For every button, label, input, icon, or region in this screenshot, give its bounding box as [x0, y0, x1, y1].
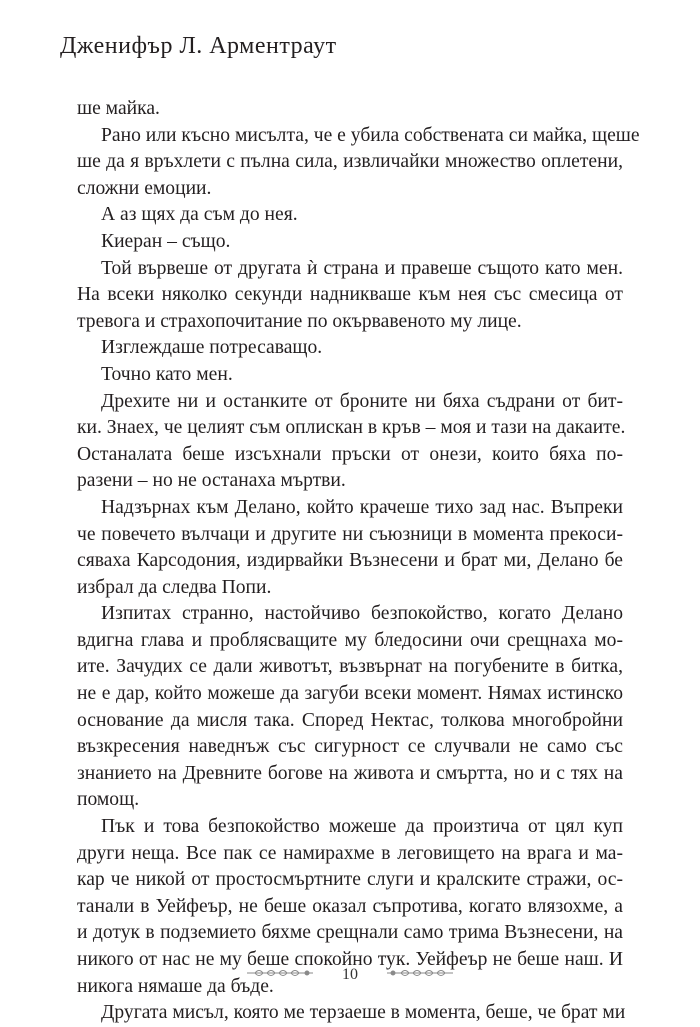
text-line: ки. Знаех, че целият съм оплискан в кръв – моя и тази на дакаите. — [77, 417, 626, 439]
text-line: ше майка. — [77, 98, 160, 119]
text-line: сяваха Карсодония, издирвайки Възнесени и брат ми, Делано бе — [77, 550, 623, 572]
text-line: Изглеждаше потресаващо. — [101, 337, 323, 359]
text-line: Изпитах странно, настойчиво безпокойство, когато Делано — [101, 603, 623, 625]
text-line: възкресения наведнъж със сигурност се случвали не само със — [77, 736, 623, 758]
text-line: На всеки няколко секунди надникваше към нея със смесица от — [77, 284, 623, 306]
text-line: Киеран – също. — [101, 230, 231, 252]
text-line: сложни емоции. — [77, 177, 212, 199]
page-footer — [0, 966, 700, 990]
text-line: кар че никой от простосмъртните слуги и кралските стражи, ос- — [77, 869, 623, 891]
text-line: ите. Зачудих се дали животът, възвърнат на погубените в битка, — [77, 656, 623, 678]
text-line: знанието на Древните богове на живота и смъртта, но и с тях на — [77, 762, 623, 784]
text-line: никого от нас не му беше спокойно тук. Уейфеър не беше наш. И — [77, 949, 623, 970]
text-line: избрал да следва Попи. — [77, 576, 272, 598]
text-line: Пък и това безпокойство можеше да произтича от цял куп — [101, 816, 623, 838]
text-line: Надзърнах към Делано, който крачеше тихо зад нас. Въпреки — [101, 496, 623, 518]
author-first: Дженифър — [60, 33, 173, 59]
text-line: Той вървеше от другата ѝ страна и правеше същото като мен. — [101, 257, 623, 279]
page-number: 10 — [342, 966, 358, 983]
text-line: Дрехите ни и останките от броните ни бяха съдрани от бит- — [101, 390, 623, 412]
text-line: не е дар, който можеше да загуби всеки момент. Нямах истинско — [77, 683, 623, 705]
text-line: помощ. — [77, 789, 140, 811]
text-line: разени – но не останаха мъртви. — [77, 470, 346, 492]
text-line: че повечето вълчаци и другите ни съюзници в момента прекоси- — [77, 523, 623, 545]
running-head — [60, 33, 337, 60]
text-line: ше да я връхлети с пълна сила, извличайки множество оплетени, — [77, 151, 623, 173]
author-rest: Л. Арментраут — [179, 33, 337, 59]
text-line: никога нямаше да бъде. — [77, 975, 274, 997]
text-line: Останалата беше изсъхнали пръски от онези, които бяха по- — [77, 443, 623, 465]
body-text — [77, 96, 640, 1027]
text-line: танали в Уейфеър, не беше оказал съпротива, когато влязохме, а — [77, 895, 623, 917]
text-line: А аз щях да съм до нея. — [101, 204, 298, 226]
text-line: Точно като мен. — [101, 363, 233, 385]
text-line: Рано или късно мисълта, че е убила собствената си майка, щеше — [101, 124, 640, 146]
text-line: вдигна глава и проблясващите му бледосини очи срещнаха мо- — [77, 629, 623, 651]
ornament-right-icon — [385, 966, 455, 980]
ornament-left-icon — [245, 966, 315, 980]
text-line: основание да мисля така. Според Нектас, толкова многобройни — [77, 709, 623, 731]
text-line: Другата мисъл, която ме терзаеше в момента, беше, че брат ми — [101, 1002, 626, 1024]
text-line: и дотук в подземието бяхме срещнали само трима Възнесени, на — [77, 922, 623, 944]
text-line: други неща. Все пак се намирахме в леговището на врага и ма- — [77, 842, 623, 864]
text-line: тревога и страхопочитание по окървавеното му лице. — [77, 310, 522, 332]
